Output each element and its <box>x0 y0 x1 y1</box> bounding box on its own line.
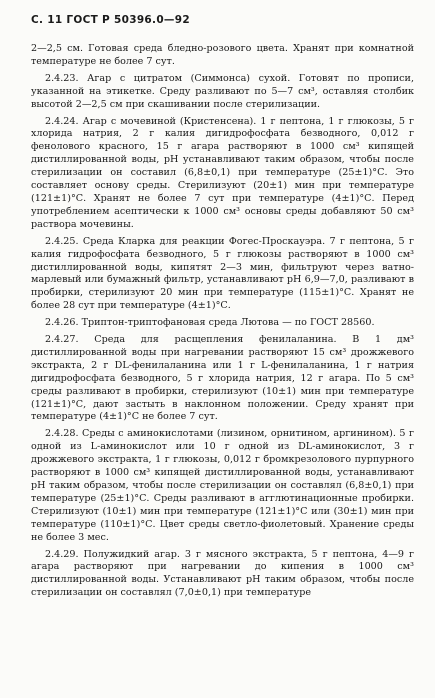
paragraph-2-4-26 <box>31 317 414 330</box>
paragraph-text: 2.4.25. Среда Кларка для реакции Фогес-Проскауэра. 7 г пептона, 5 г калия гидрофосфата безводного, 5 г глюкозы растворяют в 1000 см³ дистиллированной воды, кипятят 2—3 мин, фильтруют через ватно-марлевый или бумажный фильтр, устанавливают рН 6,9—7,0, разливают в пробирки, стерилизуют 20 мин при температуре (115±1)°С. Хранят не более 28 сут при температуре (4±1)°С. <box>31 235 414 312</box>
paragraph-text: 2—2,5 см. Готовая среда бледно-розового цвета. Хранят при комнатной температуре не более 7 сут. <box>31 43 414 67</box>
paragraph-2-4-29 <box>31 549 414 601</box>
paragraph-2-4-23 <box>31 73 414 112</box>
page-header: С. 11 ГОСТ Р 50396.0—92 <box>31 14 190 26</box>
paragraph-2-4-27 <box>31 334 414 424</box>
paragraph-2-4-24 <box>31 116 414 232</box>
paragraph-text: 2.4.27. Среда для расщепления фенилаланина. В 1 дм³ дистиллированной воды при нагревании растворяют 15 см³ дрожжевого экстракта, 2 г DL-фенилаланина или 1 г L-фенилаланина, 1 г натрия дигидрофосфата безводного, 5 г хлорида натрия, 12 г агара. По 5 см³ среды разливают в пробирки, стерилизуют (10±1) мин при температуре (121±1)°С, дают застыть в наклонном положении. Среду хранят при температуре (4±1)°С не более 7 сут. <box>31 334 414 423</box>
paragraph-text: 2.4.28. Среды с аминокислотами (лизином, орнитином, аргинином). 5 г одной из L-аминокислот или 10 г одной из DL-аминокислот, 3 г дрожжевого экстракта, 1 г глюкозы, 0,012 г бромкрезолового пурпурного растворяют в 1000 см³ кипящей дистиллированной воды, устанавливают рН таким образом, чтобы после стерилизации он составлял (6,8±0,1) при температуре (25±1)°С. Среды разливают в агглютинационные пробирки. Стерилизуют (10±1) мин при температуре (121±1)°С или (30±1) мин при температуре (110±1)°С. Цвет среды светло-фиолетовый. Хранение среды не более 3 мес. <box>31 428 414 543</box>
paragraph-text: 2.4.26. Триптон-триптофановая среда Лютова — по ГОСТ 28560. <box>45 317 375 329</box>
paragraph-text: 2.4.24. Агар с мочевиной (Кристенсена). 1 г пептона, 1 г глюкозы, 5 г хлорида натрия, 2 г калия дигидрофосфата безводного, 0,012 г фенолового красного, 15 г агара растворяют в 1000 см³ кипящей дистиллированной воды, рН устанавливают таким образом, чтобы после стерилизации он составил (6,8±0,1) при температуре (25±1)°С. Это составляет основу среды. Стерилизуют (20±1) мин при температуре (121±1)°С. Хранят не более 7 сут при температуре (4±1)°С. Перед употреблением асептически к 1000 см³ основы среды добавляют 50 см³ раствора мочевины. <box>31 115 414 230</box>
paragraph-cont <box>31 43 414 69</box>
paragraph-2-4-25 <box>31 236 414 313</box>
document-body <box>31 43 414 600</box>
paragraph-text: 2.4.29. Полужидкий агар. 3 г мясного экстракта, 5 г пептона, 4—9 г агара растворяют при нагревании до кипения в 1000 см³ дистиллированной воды. Устанавливают рН таким образом, чтобы после стерилизации он составлял (7,0±0,1) при температуре <box>31 548 414 599</box>
paragraph-text: 2.4.23. Агар с цитратом (Симмонса) сухой. Готовят по прописи, указанной на этикетке. Среду разливают по 5—7 см³, оставляя столбик высотой 2—2,5 см при скашивании после стерилизации. <box>31 72 414 110</box>
paragraph-2-4-28 <box>31 428 414 544</box>
